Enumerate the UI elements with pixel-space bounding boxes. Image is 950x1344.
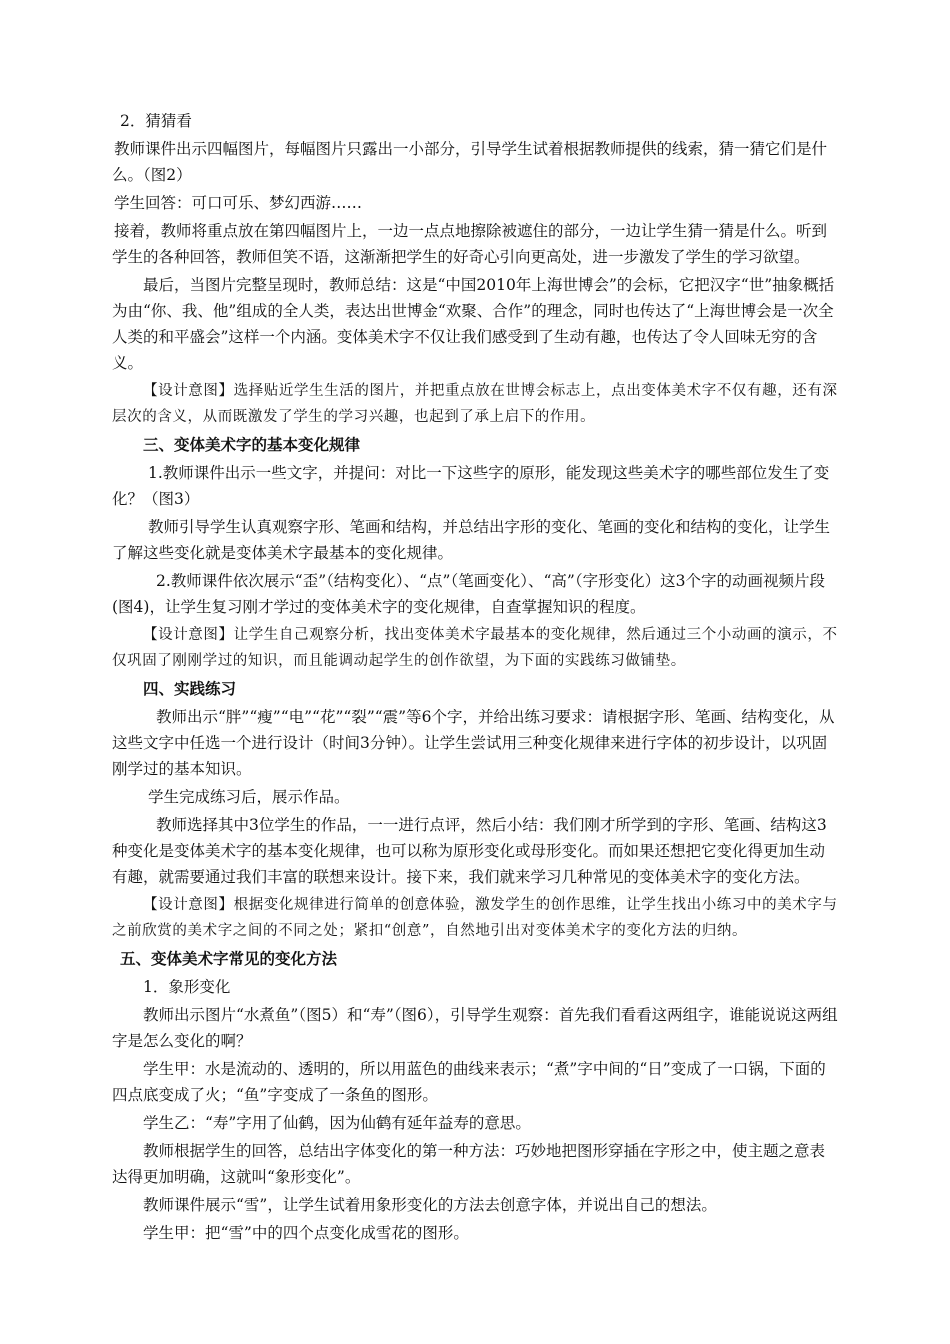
section-heading-4: 四、实践练习 [143,679,237,698]
paragraph: 教师课件展示“雪”，让学生试着用象形变化的方法去创意字体，并说出自己的想法。 [143,1196,717,1214]
document-page [112,108,840,1248]
subheading-guess: 2．猜猜看 [120,112,192,130]
section-heading-5: 五、变体美术字常见的变化方法 [120,949,338,968]
paragraph: 2.教师课件依次展示“歪”（结构变化）、“点”（笔画变化）、“高”（字形变化）这3个字的动画视频片段(图4)，让学生复习刚才学过的变体美术字的变化规律，自查掌握知识的程度。 [112,572,825,616]
paragraph: 1.教师课件出示一些文字，并提问：对比一下这些字的原形，能发现这些美术字的哪些部位发生了变化？（图3） [112,464,830,508]
paragraph: 教师根据学生的回答，总结出字体变化的第一种方法：巧妙地把图形穿插在字形之中，使主题之意表达得更加明确，这就叫“象形变化”。 [112,1142,826,1186]
design-intent-note: 【设计意图】根据变化规律进行简单的创意体验，激发学生的创作思维，让学生找出小练习中的美术字与之前欣赏的美术字之间的不同之处；紧扣“创意”，自然地引出对变体美术字的变化方法的归纳。 [112,897,838,939]
paragraph: 接着，教师将重点放在第四幅图片上，一边一点点地擦除被遮住的部分，一边让学生猜一猜是什么。听到学生的各种回答，教师但笑不语，这渐渐把学生的好奇心引向更高处，进一步激发了学生的学习欲望。 [112,222,828,266]
subheading-pictographic: 1．象形变化 [143,978,231,996]
section-heading-3: 三、变体美术字的基本变化规律 [143,435,361,454]
design-intent-note: 【设计意图】让学生自己观察分析，找出变体美术字最基本的变化规律，然后通过三个小动画的演示，不仅巩固了刚刚学过的知识，而且能调动起学生的创作欲望，为下面的实践练习做铺垫。 [112,627,838,669]
design-intent-note: 【设计意图】选择贴近学生生活的图片，并把重点放在世博会标志上，点出变体美术字不仅有趣，还有深层次的含义，从而既激发了学生的学习兴趣，也起到了承上启下的作用。 [112,383,838,425]
paragraph: 学生完成练习后，展示作品。 [148,788,350,806]
paragraph: 教师引导学生认真观察字形、笔画和结构，并总结出字形的变化、笔画的变化和结构的变化，让学生了解这些变化就是变体美术字最基本的变化规律。 [112,518,831,562]
paragraph: 学生回答：可口可乐、梦幻西游…… [114,194,363,212]
paragraph: 教师课件出示四幅图片，每幅图片只露出一小部分，引导学生试着根据教师提供的线索，猜一猜它们是什么。（图2） [112,140,828,184]
paragraph: 学生甲：把“雪”中的四个点变化成雪花的图形。 [143,1224,469,1242]
paragraph: 教师出示图片“水煮鱼”（图5）和“寿”（图6），引导学生观察：首先我们看看这两组字，谁能说说这两组字是怎么变化的啊？ [112,1006,838,1050]
paragraph: 教师出示“胖”“瘦”“电”“花”“裂”“震”等6个字，并给出练习要求：请根据字形、笔画、结构变化，从这些文字中任选一个进行设计（时间3分钟）。让学生尝试用三种变化规律来进行字体的初步设计，以巩固刚学过的基本知识。 [112,708,835,778]
paragraph: 最后，当图片完整呈现时，教师总结：这是“中国2010年上海世博会”的会标，它把汉字“世”抽象概括为由“你、我、他”组成的全人类，表达出世博金“欢聚、合作”的理念，同时也传达了“上海世博会是一次全人类的和平盛会”这样一个内涵。变体美术字不仅让我们感受到了生动有趣，也传达了令人回味无穷的含义。 [112,276,835,372]
paragraph: 学生甲：水是流动的、透明的，所以用蓝色的曲线来表示；“煮”字中间的“日”变成了一口锅，下面的四点底变成了火；“鱼”字变成了一条鱼的图形。 [112,1060,826,1104]
paragraph: 学生乙：“寿”字用了仙鹤，因为仙鹤有延年益寿的意思。 [143,1114,531,1132]
paragraph: 教师选择其中3位学生的作品，一一进行点评，然后小结：我们刚才所学到的字形、笔画、结构这3种变化是变体美术字的基本变化规律，也可以称为原形变化或母形变化。而如果还想把它变化得更加生动有趣，就需要通过我们丰富的联想来设计。接下来，我们就来学习几种常见的变体美术字的变化方法。 [112,816,827,886]
